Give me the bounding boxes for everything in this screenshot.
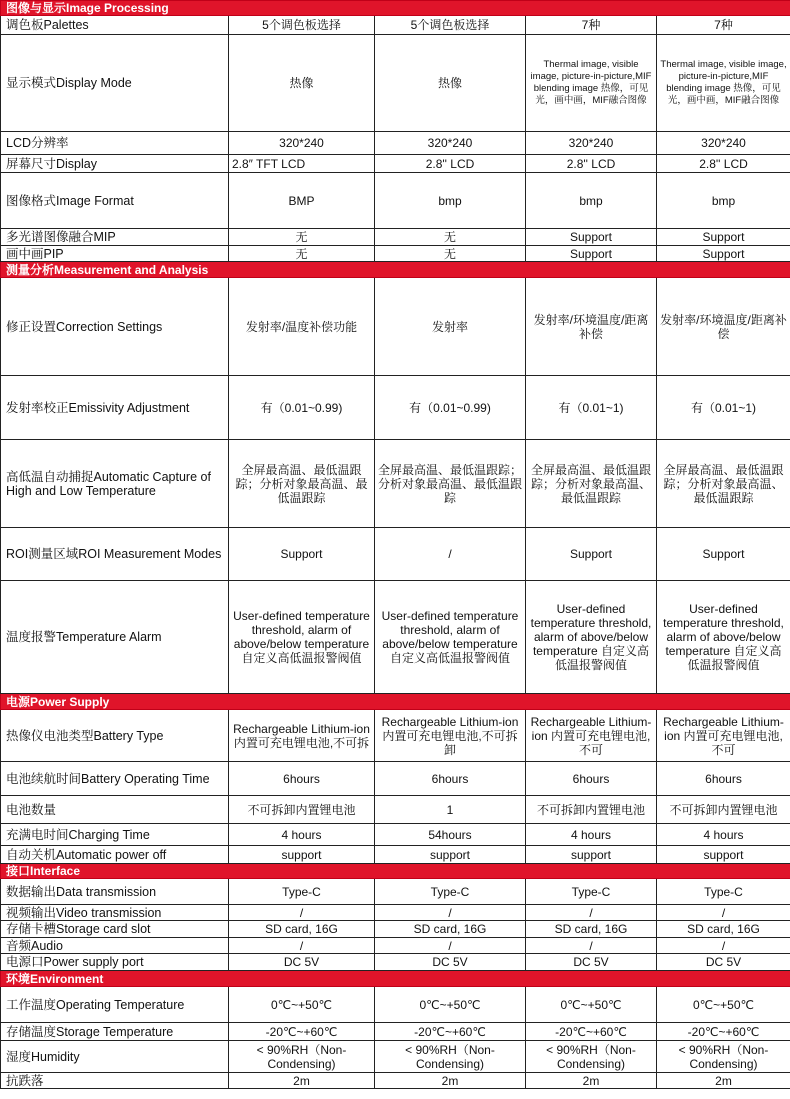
section-title: 电源Power Supply xyxy=(1,694,790,710)
cell-value: < 90%RH（Non-Condensing) xyxy=(526,1041,657,1073)
table-row xyxy=(1,954,790,971)
section-title: 接口Interface xyxy=(1,864,790,879)
section-title: 图像与显示Image Processing xyxy=(1,1,790,16)
cell-value: 全屏最高温、最低温跟踪；分析对象最高温、最低温跟踪 xyxy=(526,440,657,528)
table-row xyxy=(1,581,790,694)
cell-value: < 90%RH（Non-Condensing) xyxy=(229,1041,375,1073)
cell-value: 发射率/环境温度/距离补偿 xyxy=(526,278,657,376)
cell-value: / xyxy=(375,528,526,581)
row-label: 存储温度Storage Temperature xyxy=(1,1023,229,1041)
row-label: 工作温度Operating Temperature xyxy=(1,987,229,1023)
cell-value: Support xyxy=(657,528,790,581)
cell-value: support xyxy=(229,846,375,864)
cell-value: < 90%RH（Non-Condensing) xyxy=(657,1041,790,1073)
section-header-interface xyxy=(1,864,790,879)
table-row xyxy=(1,229,790,246)
cell-value: 全屏最高温、最低温跟踪；分析对象最高温、最低温跟踪 xyxy=(375,440,526,528)
row-label: 多光谱图像融合MIP xyxy=(1,229,229,246)
cell-value: support xyxy=(526,846,657,864)
cell-value: 4 hours xyxy=(229,824,375,846)
table-row xyxy=(1,278,790,376)
cell-value: User-defined temperature threshold, alarm of above/below temperature 自定义高低温报警阀值 xyxy=(657,581,790,694)
table-row xyxy=(1,762,790,796)
cell-value: User-defined temperature threshold, alarm of above/below temperature 自定义高低温报警阀值 xyxy=(526,581,657,694)
cell-value: 无 xyxy=(229,229,375,246)
cell-value: support xyxy=(657,846,790,864)
cell-value: 6hours xyxy=(229,762,375,796)
section-title: 环境Environment xyxy=(1,971,790,987)
cell-value: 320*240 xyxy=(657,132,790,155)
table-row xyxy=(1,246,790,262)
row-label: 图像格式Image Format xyxy=(1,173,229,229)
table-row xyxy=(1,879,790,905)
cell-value: 无 xyxy=(375,229,526,246)
row-label: 发射率校正Emissivity Adjustment xyxy=(1,376,229,440)
cell-value: 0℃~+50℃ xyxy=(375,987,526,1023)
cell-value: Support xyxy=(229,528,375,581)
section-header-measurement xyxy=(1,262,790,278)
cell-value: -20℃~+60℃ xyxy=(375,1023,526,1041)
cell-value: 5个调色板选择 xyxy=(229,16,375,35)
row-label: 修正设置Correction Settings xyxy=(1,278,229,376)
cell-value: < 90%RH（Non-Condensing) xyxy=(375,1041,526,1073)
cell-value: support xyxy=(375,846,526,864)
cell-value: User-defined temperature threshold, alarm of above/below temperature 自定义高低温报警阀值 xyxy=(375,581,526,694)
row-label: 湿度Humidity xyxy=(1,1041,229,1073)
cell-value: 有（0.01~1) xyxy=(526,376,657,440)
cell-value: SD card, 16G xyxy=(657,921,790,938)
cell-value: Rechargeable Lithium-ion 内置可充电锂电池,不可拆 xyxy=(229,710,375,762)
cell-value: / xyxy=(375,938,526,954)
cell-value: 热像 xyxy=(375,35,526,132)
table-row xyxy=(1,132,790,155)
cell-value: Type-C xyxy=(657,879,790,905)
table-row xyxy=(1,710,790,762)
cell-value: 2m xyxy=(526,1073,657,1089)
cell-value: 6hours xyxy=(657,762,790,796)
cell-value: 5个调色板选择 xyxy=(375,16,526,35)
section-header-image-processing xyxy=(1,1,790,16)
cell-value: 发射率 xyxy=(375,278,526,376)
table-row xyxy=(1,35,790,132)
cell-value: DC 5V xyxy=(526,954,657,971)
cell-value: 发射率/环境温度/距离补偿 xyxy=(657,278,790,376)
table-row xyxy=(1,846,790,864)
cell-value: Thermal image, visible image, picture-in-picture,MIF blending image 热像，可见光，画中画，MIF融合图像 xyxy=(657,35,790,132)
table-row xyxy=(1,376,790,440)
cell-value: Type-C xyxy=(375,879,526,905)
row-label: 数据输出Data transmission xyxy=(1,879,229,905)
cell-value: 2.8'' LCD xyxy=(526,155,657,173)
row-label: 抗跌落 xyxy=(1,1073,229,1089)
row-label: 自动关机Automatic power off xyxy=(1,846,229,864)
cell-value: 6hours xyxy=(526,762,657,796)
table-row xyxy=(1,173,790,229)
cell-value: 320*240 xyxy=(229,132,375,155)
table-row xyxy=(1,528,790,581)
cell-value: 无 xyxy=(375,246,526,262)
row-label: 音频Audio xyxy=(1,938,229,954)
cell-value: bmp xyxy=(657,173,790,229)
cell-value: / xyxy=(657,905,790,921)
cell-value: 2.8″ TFT LCD xyxy=(229,155,375,173)
table-row xyxy=(1,987,790,1023)
table-row xyxy=(1,824,790,846)
cell-value: Thermal image, visible image, picture-in-picture,MIF blending image 热像，可见光，画中画，MIF融合图像 xyxy=(526,35,657,132)
table-row xyxy=(1,905,790,921)
cell-value: / xyxy=(526,938,657,954)
cell-value: 4 hours xyxy=(657,824,790,846)
row-label: 电源口Power supply port xyxy=(1,954,229,971)
table-row xyxy=(1,440,790,528)
section-title: 测量分析Measurement and Analysis xyxy=(1,262,790,278)
section-header-power-supply xyxy=(1,694,790,710)
cell-value: / xyxy=(375,905,526,921)
cell-value: 发射率/温度补偿功能 xyxy=(229,278,375,376)
cell-value: 热像 xyxy=(229,35,375,132)
row-label: 屏幕尺寸Display xyxy=(1,155,229,173)
cell-value: 无 xyxy=(229,246,375,262)
cell-value: -20℃~+60℃ xyxy=(526,1023,657,1041)
cell-value: / xyxy=(657,938,790,954)
row-label: 热像仪电池类型Battery Type xyxy=(1,710,229,762)
cell-value: DC 5V xyxy=(375,954,526,971)
cell-value: Support xyxy=(526,229,657,246)
cell-value: 2m xyxy=(657,1073,790,1089)
row-label: 电池数量 xyxy=(1,796,229,824)
cell-value: 2m xyxy=(375,1073,526,1089)
cell-value: Rechargeable Lithium-ion 内置可充电锂电池,不可 xyxy=(526,710,657,762)
cell-value: 有（0.01~1) xyxy=(657,376,790,440)
cell-value: / xyxy=(229,938,375,954)
cell-value: 2.8'' LCD xyxy=(375,155,526,173)
row-label: 电池续航时间Battery Operating Time xyxy=(1,762,229,796)
cell-value: Rechargeable Lithium-ion 内置可充电锂电池,不可 xyxy=(657,710,790,762)
cell-value: 2.8'' LCD xyxy=(657,155,790,173)
cell-value: bmp xyxy=(375,173,526,229)
table-row xyxy=(1,1041,790,1073)
table-row xyxy=(1,16,790,35)
table-row xyxy=(1,796,790,824)
cell-value: DC 5V xyxy=(657,954,790,971)
cell-value: Type-C xyxy=(229,879,375,905)
cell-value: 全屏最高温、最低温跟踪；分析对象最高温、最低温跟踪 xyxy=(657,440,790,528)
cell-value: Type-C xyxy=(526,879,657,905)
cell-value: 0℃~+50℃ xyxy=(526,987,657,1023)
cell-value: 2m xyxy=(229,1073,375,1089)
cell-value: 7种 xyxy=(657,16,790,35)
cell-value: User-defined temperature threshold, alarm of above/below temperature 自定义高低温报警阀值 xyxy=(229,581,375,694)
row-label: 存储卡槽Storage card slot xyxy=(1,921,229,938)
cell-value: 不可拆卸内置锂电池 xyxy=(526,796,657,824)
table-row xyxy=(1,1073,790,1089)
cell-value: SD card, 16G xyxy=(375,921,526,938)
cell-value: 4 hours xyxy=(526,824,657,846)
row-label: 调色板Palettes xyxy=(1,16,229,35)
row-label: LCD分辨率 xyxy=(1,132,229,155)
cell-value: 6hours xyxy=(375,762,526,796)
section-header-environment xyxy=(1,971,790,987)
row-label: 画中画PIP xyxy=(1,246,229,262)
row-label: 高低温自动捕捉Automatic Capture of High and Low Temperature xyxy=(1,440,229,528)
cell-value: Support xyxy=(526,246,657,262)
row-label: 温度报警Temperature Alarm xyxy=(1,581,229,694)
cell-value: 7种 xyxy=(526,16,657,35)
cell-value: 有（0.01~0.99) xyxy=(375,376,526,440)
cell-value: -20℃~+60℃ xyxy=(657,1023,790,1041)
cell-value: BMP xyxy=(229,173,375,229)
row-label: 充满电时间Charging Time xyxy=(1,824,229,846)
cell-value: 有（0.01~0.99) xyxy=(229,376,375,440)
cell-value: / xyxy=(229,905,375,921)
cell-value: SD card, 16G xyxy=(526,921,657,938)
cell-value: 0℃~+50℃ xyxy=(657,987,790,1023)
cell-value: DC 5V xyxy=(229,954,375,971)
cell-value: 全屏最高温、最低温跟踪；分析对象最高温、最低温跟踪 xyxy=(229,440,375,528)
cell-value: / xyxy=(526,905,657,921)
table-row xyxy=(1,938,790,954)
cell-value: Support xyxy=(657,229,790,246)
cell-value: Support xyxy=(526,528,657,581)
table-row xyxy=(1,921,790,938)
table-row xyxy=(1,1023,790,1041)
cell-value: SD card, 16G xyxy=(229,921,375,938)
cell-value: 320*240 xyxy=(526,132,657,155)
cell-value: -20℃~+60℃ xyxy=(229,1023,375,1041)
row-label: ROI测量区域ROI Measurement Modes xyxy=(1,528,229,581)
cell-value: 不可拆卸内置锂电池 xyxy=(229,796,375,824)
cell-value: 1 xyxy=(375,796,526,824)
table-row xyxy=(1,155,790,173)
cell-value: 54hours xyxy=(375,824,526,846)
cell-value: Support xyxy=(657,246,790,262)
cell-value: bmp xyxy=(526,173,657,229)
row-label: 显示模式Display Mode xyxy=(1,35,229,132)
row-label: 视频输出Video transmission xyxy=(1,905,229,921)
cell-value: 不可拆卸内置锂电池 xyxy=(657,796,790,824)
cell-value: Rechargeable Lithium-ion 内置可充电锂电池,不可拆卸 xyxy=(375,710,526,762)
cell-value: 320*240 xyxy=(375,132,526,155)
cell-value: 0℃~+50℃ xyxy=(229,987,375,1023)
